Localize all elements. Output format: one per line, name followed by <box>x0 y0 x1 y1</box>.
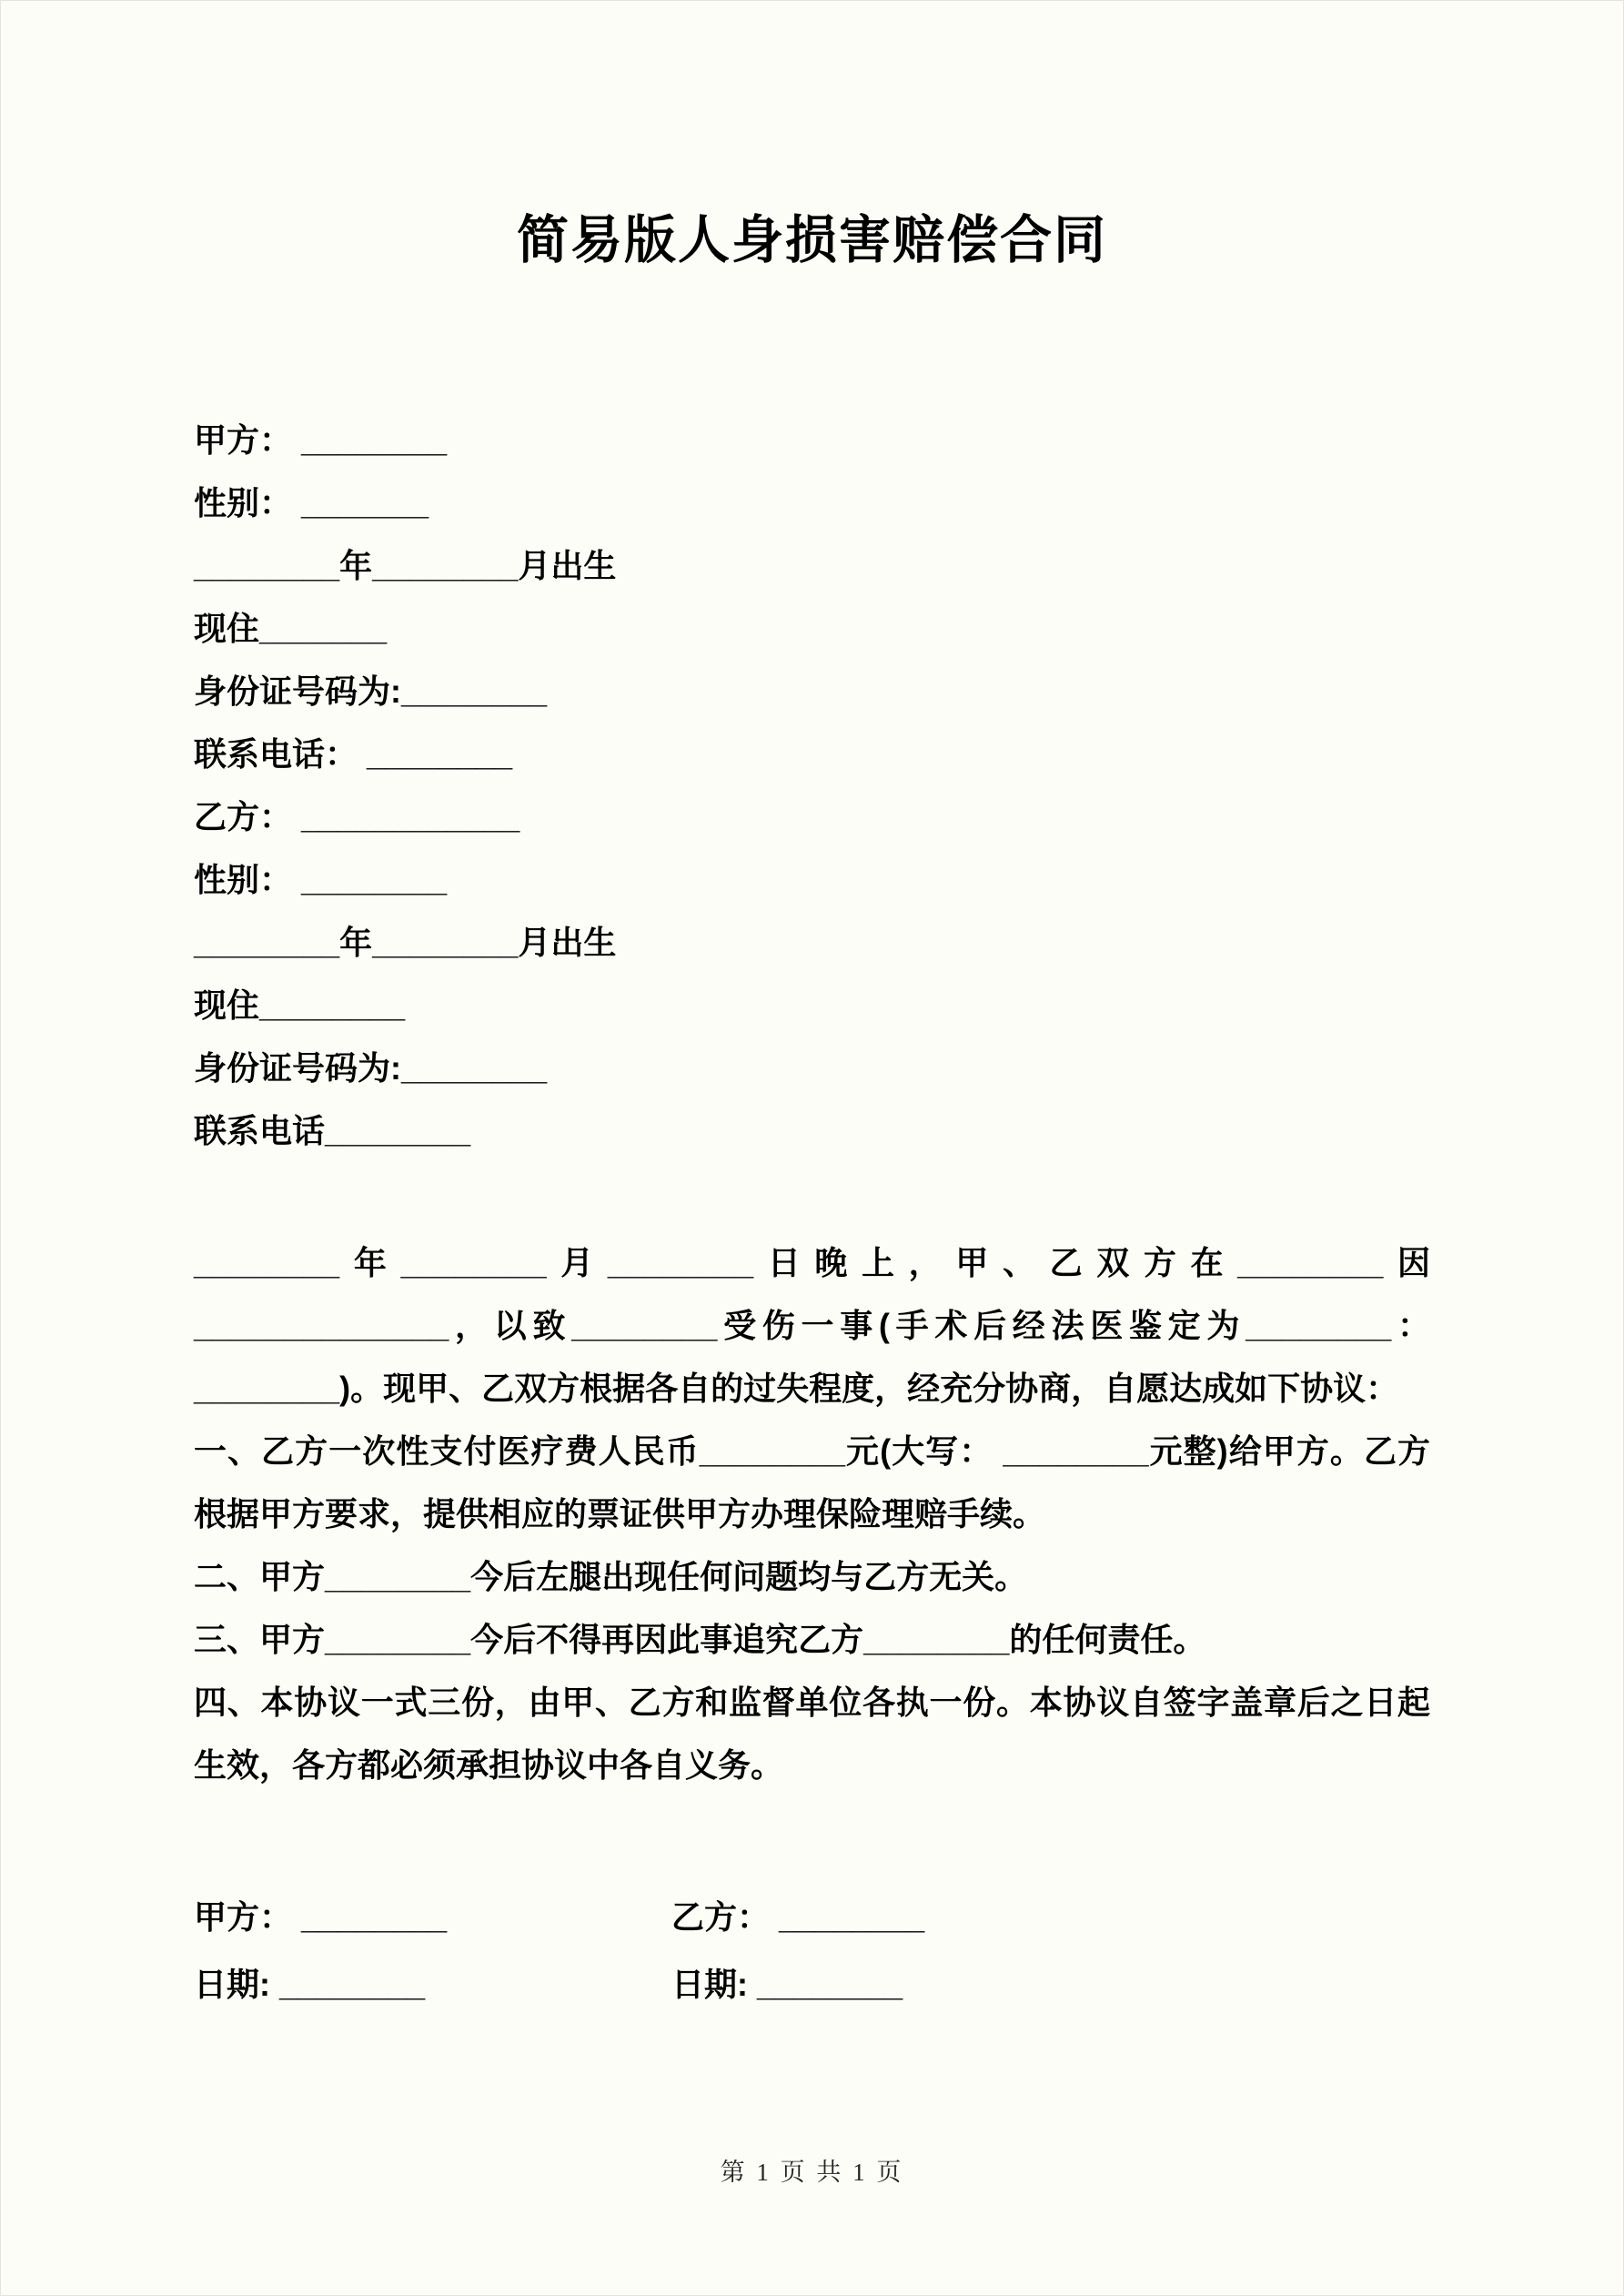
field-party-a-gender: 性别： _______ <box>194 484 429 521</box>
party-info-section <box>194 409 1430 1162</box>
signature-section <box>194 1884 1430 2018</box>
page-number-footer: 第 1 页 共 1 页 <box>720 2159 904 2186</box>
document-content <box>1 1 1623 2018</box>
field-party-a-address: 现住_______ <box>194 610 388 647</box>
contract-clause-1: 一、乙方一次性支付医疗费人民币________元(大写： ________元整)给甲方。乙方根据甲方要求，提供相应的票证供甲方办理保险理赔手续。 <box>194 1432 1430 1532</box>
contract-clause-3: 三、甲方________今后不得再因此事追究乙方________的任何责任。 <box>194 1621 1206 1658</box>
contract-paragraph-intro: ________年________月________日晚上，甲、乙双方在________因______________，以致________受伤一事(手术后经法医鉴定为________： ________)。现甲、乙双方根据各自的过失程度，经充分协商，自愿达成如下协议： <box>194 1244 1430 1407</box>
signature-name-row <box>194 1884 1430 1951</box>
field-party-b-address: 现住________ <box>194 986 406 1024</box>
signature-party-a-name: 甲方： ________ <box>194 1898 448 1936</box>
contract-clause-2: 二、甲方________今后左腿出现任何问题均与乙方无关。 <box>194 1558 1028 1595</box>
signature-party-a-date: 日期: ________ <box>194 1966 426 2003</box>
field-party-a-birth: ________年________月出生 <box>194 547 617 584</box>
agreement-body-section <box>194 1231 1430 1796</box>
field-party-a-phone: 联系电话： ________ <box>194 735 513 773</box>
document-title: 简易版人身损害赔偿合同 <box>517 211 1107 269</box>
contract-clause-4: 四、本协议一式三份，由甲、乙方和监督单位各执一份。本协议自签字盖章后之日起生效，各方都必须承担协议中各自义务。 <box>194 1684 1430 1784</box>
field-party-b-name: 乙方： ____________ <box>194 798 520 835</box>
signature-party-b-name: 乙方： ________ <box>671 1898 925 1936</box>
field-party-a-name: 甲方： ________ <box>194 421 448 459</box>
signature-party-b-date: 日期: ________ <box>671 1966 903 2003</box>
signature-date-row <box>194 1951 1430 2018</box>
field-party-b-birth: ________年________月出生 <box>194 924 617 961</box>
field-party-b-phone: 联系电话________ <box>194 1112 471 1149</box>
field-party-b-gender: 性别： ________ <box>194 861 448 898</box>
field-party-b-id-number: 身份证号码为:________ <box>194 1049 548 1087</box>
field-party-a-id-number: 身份证号码为:________ <box>194 673 548 710</box>
